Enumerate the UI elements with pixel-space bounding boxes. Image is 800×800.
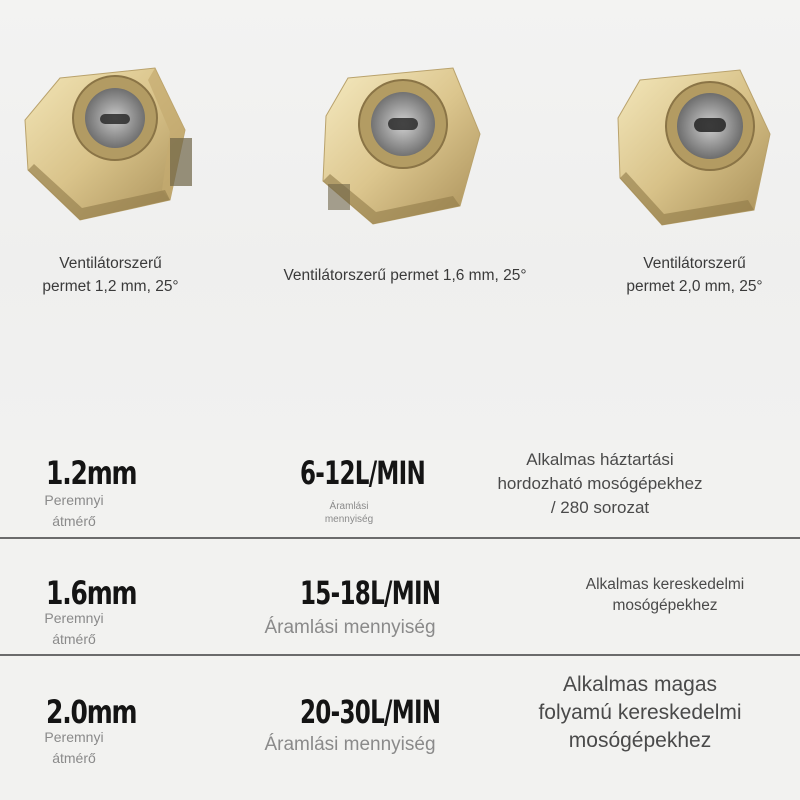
usage-description-line1: Alkalmas háztartási: [526, 450, 674, 469]
diameter-label-line1: Peremnyi: [44, 729, 104, 745]
usage-description-line2: hordozható mosógépekhez: [497, 474, 703, 493]
flow-value: 20-30L/MIN: [300, 693, 441, 731]
diameter-label: [22, 490, 126, 532]
brass-nozzle-2-0mm: [612, 60, 780, 230]
flow-label: [232, 616, 468, 640]
row-divider-2: [0, 654, 800, 656]
brass-nozzle-1-2mm: [20, 60, 200, 230]
nozzle-caption-1-line1: Ventilátorszerű: [59, 255, 162, 272]
diameter-label: [22, 727, 126, 769]
diameter-label-line2: átmérő: [52, 631, 96, 647]
row-divider-1: [0, 537, 800, 539]
nozzle-caption-2-line1: Ventilátorszerű permet 1,6 mm, 25°: [283, 267, 527, 284]
spec-row-3: [0, 657, 800, 800]
usage-description: [530, 574, 800, 616]
brass-nozzle-1-6mm: [318, 56, 488, 236]
flow-label: [232, 733, 468, 757]
flow-label-line1: Áramlási mennyiség: [264, 734, 436, 755]
diameter-label: [22, 608, 126, 650]
diameter-label-line1: Peremnyi: [44, 610, 104, 626]
flow-label-line2: mennyiség: [324, 514, 374, 525]
spec-row-2: [0, 540, 800, 654]
usage-description-line1: Alkalmas kereskedelmi: [585, 576, 745, 593]
usage-description: [460, 448, 740, 520]
nozzle-caption-3-line2: permet 2,0 mm, 25°: [626, 278, 763, 295]
flow-label: [300, 500, 398, 526]
usage-description-line2: folyamú kereskedelmi: [538, 701, 742, 724]
usage-description-line1: Alkalmas magas: [562, 673, 718, 696]
flow-label-line1: Áramlási mennyiség: [264, 617, 436, 638]
usage-description: [500, 671, 780, 755]
diameter-label-line2: átmérő: [52, 750, 96, 766]
diameter-label-line2: átmérő: [52, 513, 96, 529]
diameter-value: 2.0mm: [46, 693, 137, 731]
flow-value: 15-18L/MIN: [300, 574, 441, 612]
nozzle-caption-3: [592, 252, 797, 298]
diameter-value: 1.2mm: [46, 454, 137, 492]
usage-description-line3: mosógépekhez: [568, 729, 712, 752]
flow-label-line1: Áramlási: [329, 501, 369, 512]
diameter-value: 1.6mm: [46, 574, 137, 612]
diameter-label-line1: Peremnyi: [44, 492, 104, 508]
usage-description-line2: mosógépekhez: [612, 597, 718, 614]
nozzle-caption-3-line1: Ventilátorszerű: [643, 255, 746, 272]
usage-description-line3: / 280 sorozat: [550, 498, 650, 517]
nozzle-caption-1: [8, 252, 213, 298]
nozzle-caption-2: [240, 264, 570, 287]
flow-value: 6-12L/MIN: [300, 454, 426, 492]
nozzle-caption-1-line2: permet 1,2 mm, 25°: [42, 278, 179, 295]
spec-row-1: [0, 440, 800, 538]
